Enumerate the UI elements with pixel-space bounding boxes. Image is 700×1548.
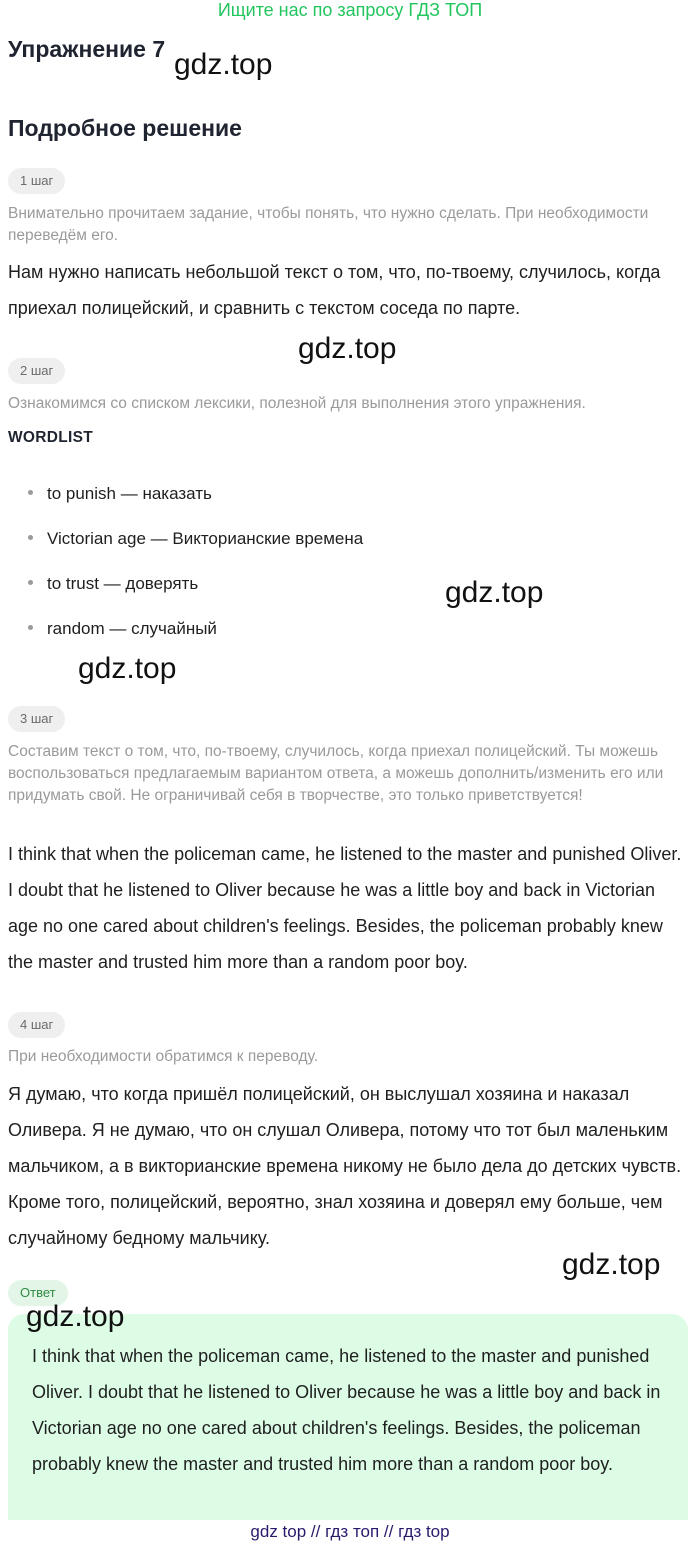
watermark: gdz.top	[298, 332, 397, 365]
step-1-pill: 1 шаг	[8, 168, 65, 194]
step-1-text: Нам нужно написать небольшой текст о том, что, по-твоему, случилось, когда приехал полицейский, и сравнить с текстом соседа по парте.	[8, 262, 661, 318]
bullet-icon	[28, 535, 33, 540]
step-1-hint: Внимательно прочитаем задание, чтобы понять, что нужно сделать. При необходимости переведём его.	[8, 205, 649, 244]
step-4-pill: 4 шаг	[8, 1012, 65, 1038]
answer-pill: Ответ	[8, 1280, 68, 1306]
step-2-pill: 2 шаг	[8, 358, 65, 384]
step-4-text: Я думаю, что когда пришёл полицейский, он выслушал хозяина и наказал Оливера. Я не думаю, что он слушал Оливера, потому что тот был маленьким мальчиком, а в викторианские времена никому не было дела до детских чувств. Кроме того, полицейский, вероятно, знал хозяина и доверял ему больше, чем случайному бедному мальчику.	[8, 1084, 682, 1248]
step-3-text: I think that when the policeman came, he listened to the master and punished Oliver. I doubt that he listened to Oliver because he was a little boy and back in Victorian age no one cared about children's feelings. Besides, the policeman probably knew the master and trusted him more than a random poor boy.	[8, 844, 682, 972]
wordlist-item-text: Victorian age — Викторианские времена	[47, 529, 364, 548]
wordlist-item	[28, 619, 217, 639]
wordlist-item-text: random — случайный	[47, 619, 217, 638]
wordlist-item	[28, 529, 363, 549]
solution-title: Подробное решение	[8, 115, 242, 141]
watermark: gdz.top	[445, 576, 544, 609]
bullet-icon	[28, 490, 33, 495]
bullet-icon	[28, 625, 33, 630]
watermark: gdz.top	[78, 652, 177, 685]
top-banner: Ищите нас по запросу ГДЗ ТОП	[217, 0, 483, 20]
answer-text: I think that when the policeman came, he listened to the master and punished Oliver. I doubt that he listened to Oliver because he was a little boy and back in Victorian age no one cared about children's feelings. Besides, the policeman probably knew the master and trusted him more than a random poor boy.	[32, 1346, 661, 1474]
footer-links[interactable]: gdz top // гдз топ // гдз top	[250, 1522, 450, 1541]
bullet-icon	[28, 580, 33, 585]
wordlist-item	[28, 484, 212, 504]
step-2-hint: Ознакомимся со списком лексики, полезной для выполнения этого упражнения.	[8, 395, 586, 412]
watermark: gdz.top	[174, 48, 273, 81]
step-3-hint: Составим текст о том, что, по-твоему, случилось, когда приехал полицейский. Ты можешь воспользоваться предлагаемым вариантом ответа, а можешь дополнить/изменить его или придумать свой. Не ограничивай себя в творчестве, это только приветствуется!	[8, 743, 664, 804]
watermark: gdz.top	[562, 1248, 661, 1281]
wordlist-item-text: to punish — наказать	[47, 484, 212, 503]
watermark: gdz.top	[26, 1300, 125, 1333]
step-4-hint: При необходимости обратимся к переводу.	[8, 1048, 319, 1065]
step-3-pill: 3 шаг	[8, 706, 65, 732]
wordlist-item-text: to trust — доверять	[47, 574, 199, 593]
exercise-title: Упражнение 7	[8, 36, 166, 62]
wordlist-title: WORDLIST	[8, 429, 94, 446]
wordlist-item	[28, 574, 198, 594]
